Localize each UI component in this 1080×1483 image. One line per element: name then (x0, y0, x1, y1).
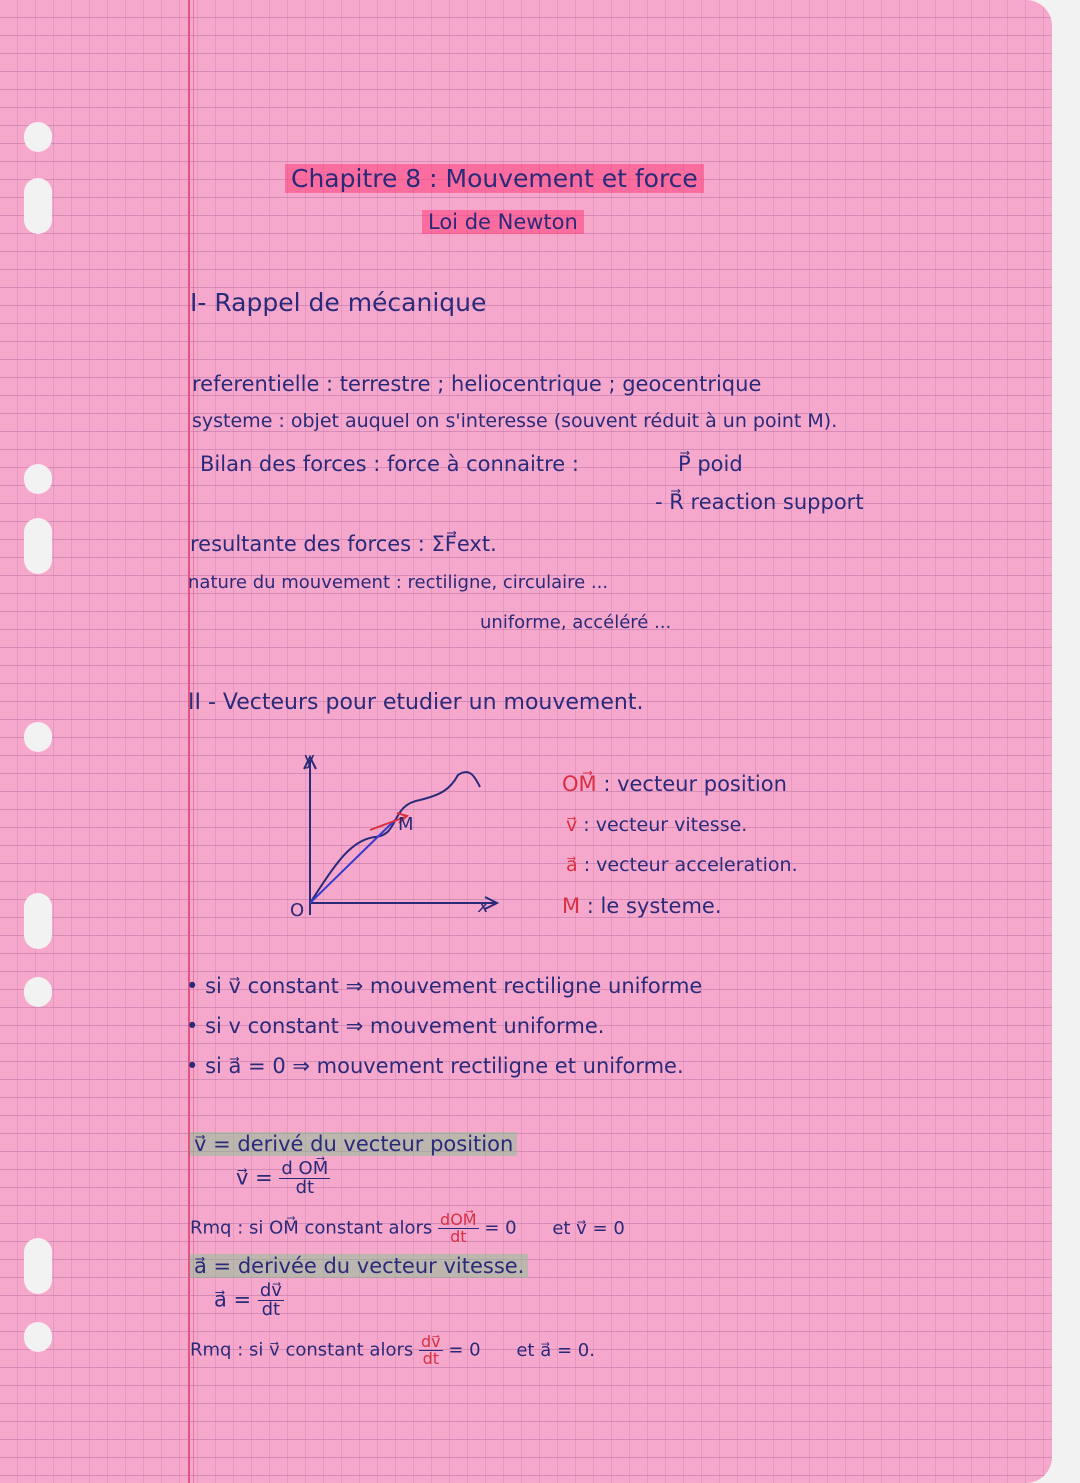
acceleration-definition-text: a⃗ = derivée du vecteur vitesse. (190, 1254, 528, 1278)
force-weight: P⃗ poid (678, 452, 743, 476)
bullet-item: • si v constant ⇒ mouvement uniforme. (186, 1014, 605, 1038)
remark-equals: = 0 (448, 1339, 481, 1361)
remark-conclusion: et a⃗ = 0. (516, 1339, 595, 1361)
resultant-line: resultante des forces : ΣF⃗ext. (190, 532, 497, 556)
binder-hole (24, 722, 52, 752)
formula-fraction (419, 1334, 443, 1367)
legend-text: : vecteur position (596, 772, 787, 796)
bullet-item: • si v⃗ constant ⇒ mouvement rectiligne uniforme (186, 974, 703, 998)
chapter-subtitle-text: Loi de Newton (422, 210, 584, 234)
binder-hole (24, 1238, 52, 1294)
legend-text: : vecteur vitesse. (577, 814, 748, 836)
fraction-denominator: dt (450, 1227, 467, 1246)
binder-hole (24, 464, 52, 494)
formula-lhs: a⃗ = (214, 1287, 252, 1312)
velocity-formula (236, 1160, 330, 1197)
legend-symbol: v⃗ (566, 814, 578, 836)
bullet-text: si v⃗ constant ⇒ mouvement rectiligne uniforme (205, 974, 703, 998)
legend-velocity (566, 814, 747, 836)
section1-heading: I- Rappel de mécanique (190, 288, 487, 317)
motion-nature-line2: uniforme, accéléré ... (480, 612, 672, 633)
formula-fraction (438, 1212, 479, 1245)
chapter-subtitle (422, 210, 584, 234)
binder-hole (24, 1322, 52, 1352)
point-label: M (398, 814, 414, 835)
legend-symbol: a⃗ (566, 854, 578, 876)
acceleration-definition (190, 1254, 528, 1278)
bullet-item: • si a⃗ = 0 ⇒ mouvement rectiligne et uniforme. (186, 1054, 684, 1078)
remark-text: Rmq : si OM⃗ constant alors (190, 1217, 433, 1239)
formula-fraction (279, 1160, 330, 1197)
legend-symbol: M (562, 894, 581, 918)
legend-text: : vecteur acceleration. (577, 854, 798, 876)
fraction-numerator: d OM⃗ (281, 1158, 329, 1179)
formula-fraction (258, 1282, 284, 1319)
fraction-numerator: dOM⃗ (440, 1210, 477, 1229)
referential-line: referentielle : terrestre ; heliocentrique ; geocentrique (192, 372, 762, 396)
remark-equals: = 0 (484, 1217, 517, 1239)
binder-hole (24, 178, 52, 234)
binder-hole (24, 122, 52, 152)
legend-symbol: OM⃗ (562, 772, 597, 796)
binder-hole (24, 518, 52, 574)
fraction-numerator: dv⃗ (259, 1280, 282, 1301)
legend-position (562, 772, 787, 796)
y-axis-label: y (304, 749, 315, 770)
motion-nature-line: nature du mouvement : rectiligne, circulaire ... (188, 572, 609, 593)
fraction-numerator: dv⃗ (420, 1332, 441, 1351)
legend-text: : le systeme. (580, 894, 722, 918)
velocity-definition (190, 1132, 517, 1156)
fraction-denominator: dt (261, 1299, 281, 1320)
chapter-title (285, 164, 704, 193)
legend-acceleration (566, 854, 798, 876)
origin-label: O (290, 900, 305, 921)
velocity-definition-text: v⃗ = derivé du vecteur position (190, 1132, 517, 1156)
remark-velocity (190, 1334, 595, 1367)
fraction-denominator: dt (422, 1349, 440, 1368)
remark-position (190, 1212, 625, 1245)
binder-hole (24, 977, 52, 1007)
legend-system (562, 894, 722, 918)
trajectory-curve (310, 772, 480, 903)
section2-heading: II - Vecteurs pour etudier un mouvement. (188, 690, 644, 715)
remark-text: Rmq : si v⃗ constant alors (190, 1339, 414, 1361)
force-reaction: - R⃗ reaction support (655, 490, 864, 514)
remark-conclusion: et v⃗ = 0 (552, 1217, 625, 1239)
chapter-title-text: Chapitre 8 : Mouvement et force (285, 164, 704, 193)
acceleration-formula (214, 1282, 284, 1319)
bullet-text: si a⃗ = 0 ⇒ mouvement rectiligne et uniforme. (205, 1054, 684, 1078)
fraction-denominator: dt (295, 1177, 315, 1198)
bullet-text: si v constant ⇒ mouvement uniforme. (205, 1014, 605, 1038)
system-line: systeme : objet auquel on s'interesse (souvent réduit à un point M). (192, 410, 838, 432)
position-vector (310, 820, 395, 903)
forces-line: Bilan des forces : force à connaitre : (200, 452, 579, 476)
formula-lhs: v⃗ = (236, 1165, 273, 1190)
binder-hole (24, 893, 52, 949)
x-axis-label: x (478, 896, 489, 917)
